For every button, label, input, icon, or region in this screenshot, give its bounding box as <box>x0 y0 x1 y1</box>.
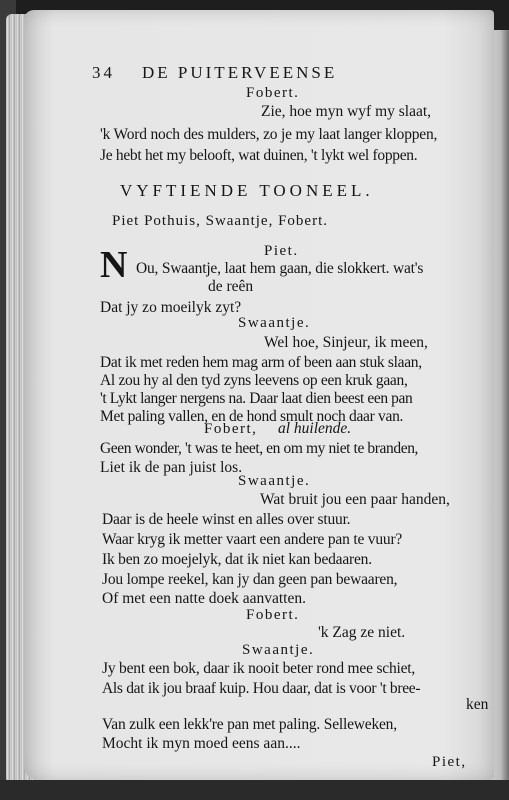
speaker-label: Swaantje. <box>238 315 311 331</box>
verse-line: ken <box>466 696 489 713</box>
verse-line: Dat jy zo moeilyk zyt? <box>100 299 242 316</box>
book-page <box>24 10 494 780</box>
verse-line: 'k Word noch des mulders, zo je my laat langer kloppen, <box>100 126 438 143</box>
page-number: 34 <box>92 63 115 82</box>
verse-line: Waar kryg ik metter vaart een andere pan te vuur? <box>102 531 403 548</box>
verse-line: Of met een natte doek aanvatten. <box>102 590 306 607</box>
verse-line: Dat ik met reden hem mag arm of been aan stuk slaan, <box>100 354 422 371</box>
stage-direction: al huilende. <box>278 420 352 437</box>
verse-line: Mocht ik myn moed eens aan.... <box>102 735 301 752</box>
verse-line: Als dat ik jou braaf kuip. Hou daar, dat is voor 't bree- <box>102 680 421 697</box>
catchword: Piet, <box>432 754 467 770</box>
verse-line: 't Lykt langer nergens na. Daar laat dien beest een pan <box>100 390 413 407</box>
bottom-shadow <box>0 780 509 800</box>
verse-line: 'k Zag ze niet. <box>318 624 406 641</box>
verse-line: Je hebt het my belooft, wat duinen, 't lykt wel foppen. <box>100 147 418 164</box>
verse-line: Geen wonder, 't was te heet, en om my niet te branden, <box>100 440 419 457</box>
speaker-label: Fobert. <box>246 607 300 623</box>
speaker-label: Swaantje. <box>242 642 315 658</box>
verse-line: Ik ben zo moejelyk, dat ik niet kan bedaaren. <box>102 551 372 568</box>
speaker-label: Piet. <box>264 243 299 259</box>
running-title: DE PUITERVEENSE <box>142 63 338 82</box>
speaker-label: Fobert, <box>204 421 258 437</box>
verse-line: Daar is de heele winst en alles over stuur. <box>102 511 351 528</box>
verse-line: Zie, hoe myn wyf my slaat, <box>261 103 432 120</box>
speaker-label: Fobert. <box>246 85 300 101</box>
verse-line: Jou lompe reekel, kan jy dan geen pan bewaaren, <box>102 571 398 588</box>
verse-line: Jy bent een bok, daar ik nooit beter rond mee schiet, <box>102 660 416 677</box>
verse-line: Wel hoe, Sinjeur, ik meen, <box>264 334 428 351</box>
scene-heading: VYFTIENDE TOONEEL. <box>120 181 374 200</box>
verse-line: Van zulk een lekk're pan met paling. Selleweken, <box>102 716 397 733</box>
verse-line: Liet ik de pan juist los. <box>100 459 243 476</box>
speaker-label: Swaantje. <box>238 473 311 489</box>
verse-line: Wat bruit jou een paar handen, <box>260 491 450 508</box>
cast-list: Piet Pothuis, Swaantje, Fobert. <box>112 213 328 229</box>
verse-line: Al zou hy al den tyd zyns leevens op een kruk gaan, <box>100 372 408 389</box>
verse-line: Met paling vallen, en de hond smult noch daar van. <box>100 408 404 425</box>
drop-initial: N <box>100 244 128 286</box>
verse-line: de reên <box>208 278 254 295</box>
verse-line: Ou, Swaantje, laat hem gaan, die slokkert. wat's <box>136 260 424 277</box>
